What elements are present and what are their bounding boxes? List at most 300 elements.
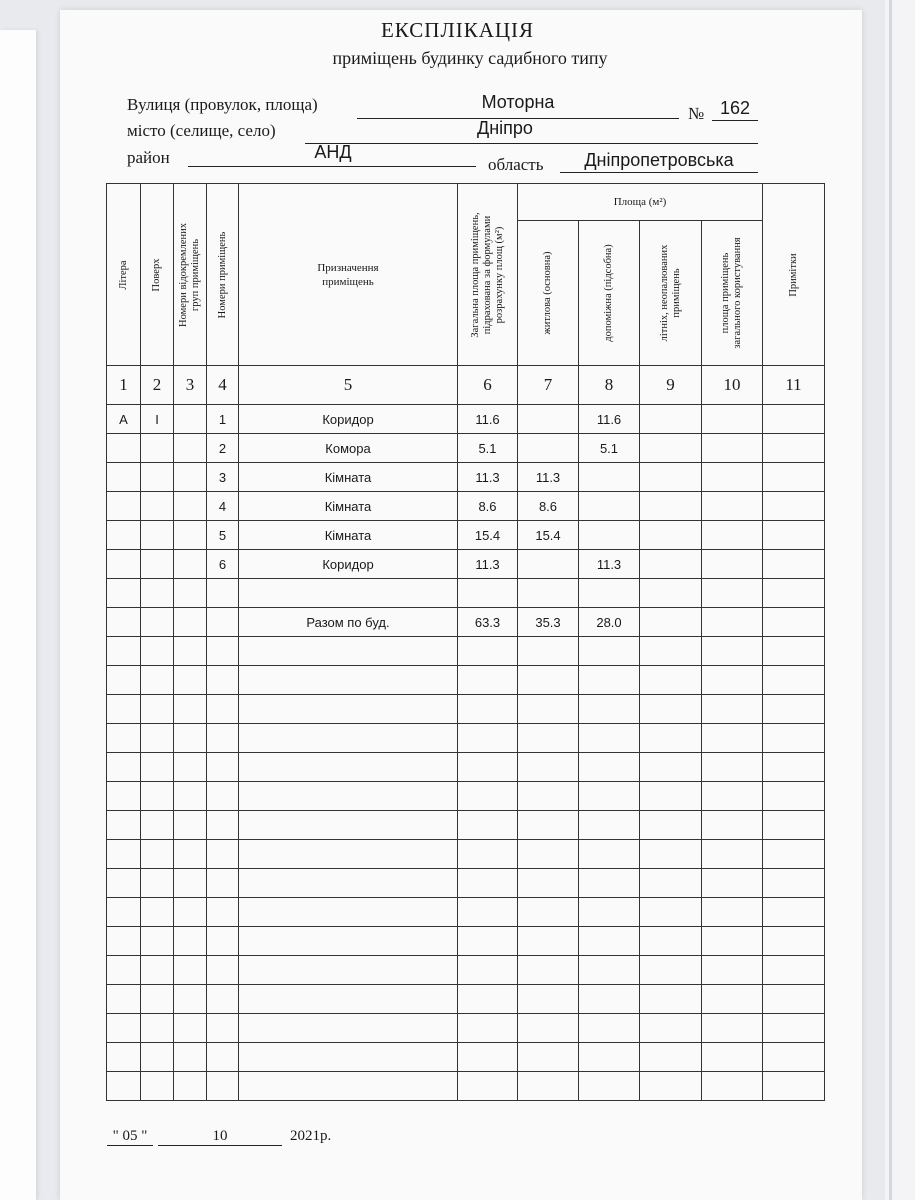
cell-empty xyxy=(174,1014,207,1043)
cell-empty xyxy=(141,869,174,898)
cell-empty xyxy=(141,956,174,985)
cell-litera xyxy=(107,579,141,608)
region-underline xyxy=(560,172,758,173)
cell-empty xyxy=(640,724,702,753)
table-row-empty xyxy=(107,782,825,811)
cell-empty xyxy=(579,956,640,985)
col-num: 7 xyxy=(518,366,579,405)
table-row xyxy=(107,492,825,521)
city-value: Дніпро xyxy=(477,118,533,138)
cell-empty xyxy=(763,463,825,492)
cell-empty xyxy=(702,1014,763,1043)
cell-empty xyxy=(702,521,763,550)
cell-empty xyxy=(702,1072,763,1101)
cell-group xyxy=(174,492,207,521)
city-label: місто (селище, село) xyxy=(127,121,276,140)
cell-empty xyxy=(141,637,174,666)
cell-living: 11.3 xyxy=(518,463,579,492)
cell-litera xyxy=(107,608,141,637)
header-summer: літніх, неопалюваних приміщень xyxy=(640,221,702,366)
table-row-empty xyxy=(107,956,825,985)
cell-empty xyxy=(518,724,579,753)
cell-number: 2 xyxy=(207,434,239,463)
table-row xyxy=(107,463,825,492)
cell-empty xyxy=(702,637,763,666)
cell-litera xyxy=(107,521,141,550)
cell-empty xyxy=(141,666,174,695)
cell-empty xyxy=(141,898,174,927)
cell-empty xyxy=(107,637,141,666)
table-row-empty xyxy=(107,695,825,724)
table-row-empty xyxy=(107,898,825,927)
cell-empty xyxy=(107,724,141,753)
cell-empty xyxy=(518,782,579,811)
cell-empty xyxy=(640,869,702,898)
cell-empty xyxy=(640,782,702,811)
header-area-group: Площа (м²) xyxy=(518,184,763,221)
cell-auxiliary: 5.1 xyxy=(579,434,640,463)
cell-empty xyxy=(763,405,825,434)
cell-empty xyxy=(174,637,207,666)
street-value: Моторна xyxy=(481,92,555,112)
cell-empty xyxy=(174,753,207,782)
cell-empty xyxy=(207,840,239,869)
cell-empty xyxy=(763,1072,825,1101)
cell-empty xyxy=(458,811,518,840)
cell-empty xyxy=(107,753,141,782)
cell-empty xyxy=(579,1043,640,1072)
cell-empty xyxy=(763,724,825,753)
cell-empty xyxy=(239,1014,458,1043)
cell-empty xyxy=(763,666,825,695)
header-total-area: Загальна площа приміщень, підрахована за формулами розрахунку площ (м²) xyxy=(458,184,518,366)
cell-empty xyxy=(640,463,702,492)
cell-empty xyxy=(239,811,458,840)
cell-auxiliary xyxy=(579,463,640,492)
cell-empty xyxy=(640,434,702,463)
cell-empty xyxy=(207,927,239,956)
cell-empty xyxy=(141,985,174,1014)
cell-empty xyxy=(763,985,825,1014)
cell-empty xyxy=(579,869,640,898)
cell-empty xyxy=(107,956,141,985)
cell-living: 15.4 xyxy=(518,521,579,550)
region-value: Дніпропетровська xyxy=(584,150,734,170)
cell-empty xyxy=(239,1043,458,1072)
document-title: ЕКСПЛІКАЦІЯ xyxy=(380,18,535,42)
col-num: 11 xyxy=(763,366,825,405)
col-num: 3 xyxy=(174,366,207,405)
cell-empty xyxy=(640,1072,702,1101)
cell-empty xyxy=(640,1043,702,1072)
cell-empty xyxy=(640,898,702,927)
cell-empty xyxy=(518,811,579,840)
cell-auxiliary: 28.0 xyxy=(579,608,640,637)
cell-empty xyxy=(579,724,640,753)
cell-living xyxy=(518,405,579,434)
cell-empty xyxy=(239,695,458,724)
cell-empty xyxy=(518,753,579,782)
table-row xyxy=(107,434,825,463)
cell-purpose: Кімната xyxy=(239,463,458,492)
cell-group xyxy=(174,434,207,463)
cell-number: 5 xyxy=(207,521,239,550)
cell-empty xyxy=(702,463,763,492)
cell-number: 1 xyxy=(207,405,239,434)
cell-empty xyxy=(207,1072,239,1101)
cell-empty xyxy=(763,898,825,927)
cell-empty xyxy=(763,869,825,898)
cell-empty xyxy=(141,695,174,724)
cell-total: 11.3 xyxy=(458,463,518,492)
cell-empty xyxy=(239,782,458,811)
cell-empty xyxy=(107,1043,141,1072)
district-label: район xyxy=(127,148,170,167)
cell-empty xyxy=(141,927,174,956)
cell-empty xyxy=(702,840,763,869)
cell-empty xyxy=(141,1014,174,1043)
cell-empty xyxy=(763,753,825,782)
cell-empty xyxy=(107,1072,141,1101)
cell-empty xyxy=(458,753,518,782)
cell-group xyxy=(174,521,207,550)
cell-empty xyxy=(763,434,825,463)
cell-empty xyxy=(141,1043,174,1072)
table-row-empty xyxy=(107,724,825,753)
cell-empty xyxy=(640,579,702,608)
cell-empty xyxy=(702,550,763,579)
col-num: 1 xyxy=(107,366,141,405)
header-auxiliary: допоміжна (підсобна) xyxy=(579,221,640,366)
cell-purpose: Коридор xyxy=(239,405,458,434)
cell-empty xyxy=(141,782,174,811)
explication-table xyxy=(106,183,825,1101)
number-label: № xyxy=(688,104,705,123)
col-num: 5 xyxy=(239,366,458,405)
cell-empty xyxy=(640,985,702,1014)
cell-litera xyxy=(107,492,141,521)
cell-empty xyxy=(141,840,174,869)
col-num: 10 xyxy=(702,366,763,405)
table-row xyxy=(107,550,825,579)
cell-empty xyxy=(640,608,702,637)
cell-empty xyxy=(107,927,141,956)
cell-empty xyxy=(174,898,207,927)
cell-living xyxy=(518,579,579,608)
cell-empty xyxy=(458,1014,518,1043)
cell-empty xyxy=(579,927,640,956)
cell-living xyxy=(518,434,579,463)
cell-empty xyxy=(207,985,239,1014)
cell-empty xyxy=(763,608,825,637)
cell-empty xyxy=(640,550,702,579)
district-underline xyxy=(188,166,476,167)
cell-empty xyxy=(702,724,763,753)
cell-empty xyxy=(579,695,640,724)
street-label: Вулиця (провулок, площа) xyxy=(127,95,318,114)
cell-litera: А xyxy=(107,405,141,434)
header-group-numbers: Номери відокремлених груп приміщень xyxy=(174,184,207,366)
cell-empty xyxy=(174,695,207,724)
cell-empty xyxy=(239,666,458,695)
cell-empty xyxy=(107,985,141,1014)
cell-empty xyxy=(207,753,239,782)
cell-number xyxy=(207,608,239,637)
cell-empty xyxy=(702,695,763,724)
cell-empty xyxy=(174,840,207,869)
cell-purpose: Комора xyxy=(239,434,458,463)
cell-total: 63.3 xyxy=(458,608,518,637)
cell-empty xyxy=(702,956,763,985)
cell-empty xyxy=(174,724,207,753)
cell-empty xyxy=(702,985,763,1014)
cell-empty xyxy=(207,637,239,666)
number-underline xyxy=(712,120,758,121)
page-binding-edge xyxy=(885,0,915,1200)
cell-empty xyxy=(239,985,458,1014)
cell-empty xyxy=(579,782,640,811)
cell-total: 8.6 xyxy=(458,492,518,521)
cell-litera xyxy=(107,463,141,492)
cell-floor xyxy=(141,521,174,550)
cell-empty xyxy=(702,434,763,463)
cell-empty xyxy=(174,811,207,840)
cell-empty xyxy=(174,782,207,811)
cell-auxiliary xyxy=(579,521,640,550)
cell-empty xyxy=(107,898,141,927)
header-common: площа приміщень загального користування xyxy=(702,221,763,366)
cell-empty xyxy=(579,840,640,869)
cell-empty xyxy=(640,666,702,695)
cell-empty xyxy=(518,927,579,956)
cell-empty xyxy=(702,492,763,521)
date-month: 10 xyxy=(158,1128,282,1146)
table-row-empty xyxy=(107,637,825,666)
cell-empty xyxy=(640,492,702,521)
cell-purpose: Коридор xyxy=(239,550,458,579)
cell-empty xyxy=(518,1072,579,1101)
cell-empty xyxy=(141,811,174,840)
cell-total: 15.4 xyxy=(458,521,518,550)
cell-empty xyxy=(763,521,825,550)
cell-empty xyxy=(518,666,579,695)
cell-purpose xyxy=(239,579,458,608)
cell-empty xyxy=(174,1072,207,1101)
cell-empty xyxy=(763,1014,825,1043)
cell-empty xyxy=(763,637,825,666)
table-row xyxy=(107,405,825,434)
cell-empty xyxy=(207,869,239,898)
cell-empty xyxy=(518,1014,579,1043)
date-day: " 05 " xyxy=(107,1128,153,1146)
adjacent-page-edge xyxy=(0,30,36,1200)
cell-empty xyxy=(579,666,640,695)
table-row-empty xyxy=(107,753,825,782)
cell-empty xyxy=(702,753,763,782)
cell-empty xyxy=(207,724,239,753)
cell-empty xyxy=(458,956,518,985)
cell-empty xyxy=(458,1072,518,1101)
cell-empty xyxy=(207,782,239,811)
cell-auxiliary: 11.3 xyxy=(579,550,640,579)
cell-empty xyxy=(763,956,825,985)
cell-empty xyxy=(763,811,825,840)
cell-auxiliary xyxy=(579,492,640,521)
cell-empty xyxy=(239,724,458,753)
header-litera: Літера xyxy=(107,184,141,366)
cell-total: 11.6 xyxy=(458,405,518,434)
cell-empty xyxy=(640,927,702,956)
cell-empty xyxy=(207,1043,239,1072)
cell-empty xyxy=(458,927,518,956)
cell-empty xyxy=(640,956,702,985)
col-num: 8 xyxy=(579,366,640,405)
cell-empty xyxy=(107,811,141,840)
cell-number: 6 xyxy=(207,550,239,579)
cell-empty xyxy=(640,753,702,782)
cell-empty xyxy=(458,782,518,811)
cell-empty xyxy=(458,666,518,695)
cell-empty xyxy=(207,695,239,724)
header-notes: Примітки xyxy=(763,184,825,366)
cell-empty xyxy=(107,840,141,869)
cell-total xyxy=(458,579,518,608)
cell-auxiliary: 11.6 xyxy=(579,405,640,434)
cell-empty xyxy=(174,666,207,695)
cell-empty xyxy=(579,637,640,666)
cell-empty xyxy=(239,1072,458,1101)
cell-empty xyxy=(239,637,458,666)
cell-living: 8.6 xyxy=(518,492,579,521)
cell-empty xyxy=(518,1043,579,1072)
date-year: 2021р. xyxy=(290,1128,332,1144)
cell-floor xyxy=(141,579,174,608)
cell-empty xyxy=(579,811,640,840)
cell-empty xyxy=(640,695,702,724)
cell-empty xyxy=(640,1014,702,1043)
table-row-empty xyxy=(107,811,825,840)
cell-empty xyxy=(702,898,763,927)
cell-empty xyxy=(107,869,141,898)
cell-empty xyxy=(174,985,207,1014)
header-floor: Поверх xyxy=(141,184,174,366)
cell-empty xyxy=(763,492,825,521)
cell-empty xyxy=(458,869,518,898)
cell-group xyxy=(174,405,207,434)
cell-empty xyxy=(763,695,825,724)
cell-empty xyxy=(579,1072,640,1101)
cell-empty xyxy=(579,898,640,927)
cell-empty xyxy=(239,898,458,927)
cell-empty xyxy=(763,840,825,869)
cell-empty xyxy=(763,579,825,608)
cell-empty xyxy=(579,1014,640,1043)
cell-number xyxy=(207,579,239,608)
cell-empty xyxy=(239,840,458,869)
cell-empty xyxy=(207,1014,239,1043)
cell-number: 4 xyxy=(207,492,239,521)
cell-empty xyxy=(579,753,640,782)
cell-empty xyxy=(239,956,458,985)
cell-empty xyxy=(518,985,579,1014)
district-value: АНД xyxy=(314,142,352,162)
cell-empty xyxy=(702,927,763,956)
cell-floor xyxy=(141,492,174,521)
cell-floor xyxy=(141,434,174,463)
cell-floor xyxy=(141,463,174,492)
cell-group xyxy=(174,463,207,492)
cell-empty xyxy=(107,695,141,724)
cell-group xyxy=(174,550,207,579)
header-purpose: Призначення приміщень xyxy=(239,184,458,366)
table-row-empty xyxy=(107,1014,825,1043)
cell-empty xyxy=(518,840,579,869)
col-num: 4 xyxy=(207,366,239,405)
cell-empty xyxy=(174,1043,207,1072)
cell-floor xyxy=(141,550,174,579)
cell-empty xyxy=(207,666,239,695)
cell-empty xyxy=(107,782,141,811)
cell-empty xyxy=(640,405,702,434)
cell-purpose: Кімната xyxy=(239,521,458,550)
cell-empty xyxy=(518,637,579,666)
cell-number: 3 xyxy=(207,463,239,492)
cell-empty xyxy=(458,898,518,927)
cell-empty xyxy=(702,1043,763,1072)
cell-total: 5.1 xyxy=(458,434,518,463)
cell-floor xyxy=(141,608,174,637)
table-row-empty xyxy=(107,927,825,956)
cell-empty xyxy=(239,927,458,956)
cell-empty xyxy=(107,1014,141,1043)
cell-empty xyxy=(141,724,174,753)
cell-empty xyxy=(518,695,579,724)
cell-empty xyxy=(640,840,702,869)
region-label: область xyxy=(488,155,544,174)
cell-group xyxy=(174,579,207,608)
cell-empty xyxy=(458,985,518,1014)
cell-empty xyxy=(702,869,763,898)
cell-empty xyxy=(640,521,702,550)
col-num: 9 xyxy=(640,366,702,405)
number-value: 162 xyxy=(719,98,751,118)
cell-empty xyxy=(763,1043,825,1072)
cell-empty xyxy=(458,1043,518,1072)
cell-empty xyxy=(458,724,518,753)
cell-empty xyxy=(458,840,518,869)
header-living: житлова (основна) xyxy=(518,221,579,366)
cell-empty xyxy=(518,898,579,927)
cell-empty xyxy=(702,579,763,608)
table-row-empty xyxy=(107,985,825,1014)
cell-empty xyxy=(458,637,518,666)
cell-litera xyxy=(107,434,141,463)
cell-purpose: Разом по буд. xyxy=(239,608,458,637)
cell-empty xyxy=(640,637,702,666)
cell-auxiliary xyxy=(579,579,640,608)
table-row xyxy=(107,521,825,550)
col-num: 2 xyxy=(141,366,174,405)
header-room-numbers: Номери приміщень xyxy=(207,184,239,366)
table-row-empty xyxy=(107,1043,825,1072)
cell-empty xyxy=(702,811,763,840)
cell-empty xyxy=(207,898,239,927)
cell-empty xyxy=(702,666,763,695)
cell-empty xyxy=(458,695,518,724)
cell-living xyxy=(518,550,579,579)
cell-empty xyxy=(207,811,239,840)
cell-empty xyxy=(141,1072,174,1101)
